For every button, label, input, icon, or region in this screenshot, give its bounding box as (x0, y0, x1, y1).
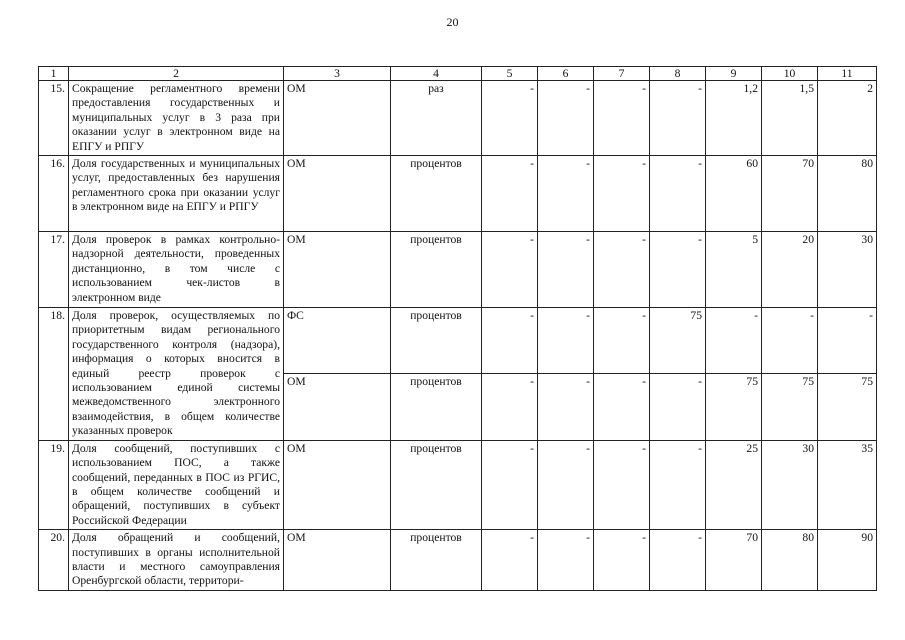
indicator-description: Доля проверок в рамках контрольно-надзорной деятельности, проведенных дистанционно, в том числе с использованием чек-листов в электронном виде (69, 232, 284, 308)
data-source: ФС (284, 308, 391, 374)
indicator-value: - (538, 156, 594, 232)
unit: процентов (391, 232, 482, 308)
column-header: 1 (39, 67, 69, 81)
indicator-description: Сокращение регламентного времени предоставления государственных и муниципальных услуг в 3 раза при оказании услуг в электронном виде на ЕПГУ и РПГУ (69, 81, 284, 156)
data-source: ОМ (284, 440, 391, 529)
table-row (39, 308, 877, 374)
column-header: 4 (391, 67, 482, 81)
indicator-value: - (594, 440, 650, 529)
column-header: 2 (69, 67, 284, 81)
indicator-value: - (482, 156, 538, 232)
table-row (39, 81, 877, 156)
indicator-value: - (594, 530, 650, 591)
indicator-description: Доля обращений и сообщений, поступивших в органы исполнительной власти и местного самоуправления Оренбургской области, территори- (69, 530, 284, 591)
table-row (39, 530, 877, 591)
column-header: 6 (538, 67, 594, 81)
row-number: 20. (39, 530, 69, 591)
indicator-value: 30 (762, 440, 818, 529)
column-header: 8 (650, 67, 706, 81)
unit: процентов (391, 440, 482, 529)
unit: процентов (391, 308, 482, 374)
row-number: 18. (39, 308, 69, 441)
indicator-value: - (538, 530, 594, 591)
data-source: ОМ (284, 232, 391, 308)
data-source: ОМ (284, 374, 391, 440)
indicator-value: - (538, 440, 594, 529)
column-header: 10 (762, 67, 818, 81)
table-row (39, 232, 877, 308)
data-source: ОМ (284, 530, 391, 591)
indicator-value: - (650, 81, 706, 156)
indicator-value: - (482, 530, 538, 591)
indicator-value: - (594, 81, 650, 156)
indicator-value: 75 (650, 308, 706, 374)
column-number-row (39, 67, 877, 81)
indicator-value: - (594, 232, 650, 308)
indicator-value: 1,2 (706, 81, 762, 156)
column-header: 7 (594, 67, 650, 81)
indicators-table (38, 66, 877, 591)
indicator-value: 1,5 (762, 81, 818, 156)
indicator-value: 25 (706, 440, 762, 529)
row-number: 17. (39, 232, 69, 308)
column-header: 5 (482, 67, 538, 81)
indicator-value: 90 (818, 530, 877, 591)
column-header: 9 (706, 67, 762, 81)
unit: раз (391, 81, 482, 156)
data-source: ОМ (284, 156, 391, 232)
table-row (39, 440, 877, 529)
indicator-value: - (706, 308, 762, 374)
page-number: 20 (446, 15, 459, 29)
indicator-value: 75 (706, 374, 762, 440)
indicator-value: 30 (818, 232, 877, 308)
indicator-value: - (818, 308, 877, 374)
indicator-description: Доля государственных и муниципальных услуг, предоставленных без нарушения регламентного срока при оказании услуг в электронном виде на ЕПГУ и РПГУ (69, 156, 284, 232)
indicator-value: 35 (818, 440, 877, 529)
indicator-value: - (650, 374, 706, 440)
indicator-value: 75 (818, 374, 877, 440)
indicator-value: 20 (762, 232, 818, 308)
indicator-value: 70 (706, 530, 762, 591)
row-number: 15. (39, 81, 69, 156)
indicator-value: 80 (818, 156, 877, 232)
indicator-description: Доля проверок, осуществляемых по приоритетным видам регионального государственного контроля (надзора), информация о которых вносится в единый реестр проверок с использованием единой системы межведомственного электронного взаимодействия, в общем количестве указанных проверок (69, 308, 284, 441)
indicator-value: - (482, 232, 538, 308)
indicator-value: - (650, 156, 706, 232)
unit: процентов (391, 156, 482, 232)
data-source: ОМ (284, 81, 391, 156)
indicator-value: 5 (706, 232, 762, 308)
indicator-description: Доля сообщений, поступивших с использованием ПОС, а также сообщений, переданных в ПОС из РГИС, в общем количестве сообщений и обращений, поступивших в субъект Российской Федерации (69, 440, 284, 529)
indicator-value: - (650, 530, 706, 591)
table-row (39, 156, 877, 232)
unit: процентов (391, 530, 482, 591)
indicator-value: - (650, 440, 706, 529)
indicator-value: 70 (762, 156, 818, 232)
indicator-value: - (538, 374, 594, 440)
indicator-value: - (594, 308, 650, 374)
row-number: 16. (39, 156, 69, 232)
indicator-value: 80 (762, 530, 818, 591)
unit: процентов (391, 374, 482, 440)
indicator-value: - (482, 374, 538, 440)
indicator-value: - (538, 81, 594, 156)
indicator-value: - (482, 440, 538, 529)
indicator-value: - (650, 232, 706, 308)
indicator-value: - (594, 156, 650, 232)
indicator-value: - (538, 308, 594, 374)
indicator-value: - (594, 374, 650, 440)
indicator-value: 60 (706, 156, 762, 232)
row-number: 19. (39, 440, 69, 529)
indicator-value: 75 (762, 374, 818, 440)
column-header: 3 (284, 67, 391, 81)
indicator-value: - (482, 308, 538, 374)
column-header: 11 (818, 67, 877, 81)
indicator-value: - (482, 81, 538, 156)
indicator-value: - (762, 308, 818, 374)
indicator-value: 2 (818, 81, 877, 156)
indicator-value: - (538, 232, 594, 308)
